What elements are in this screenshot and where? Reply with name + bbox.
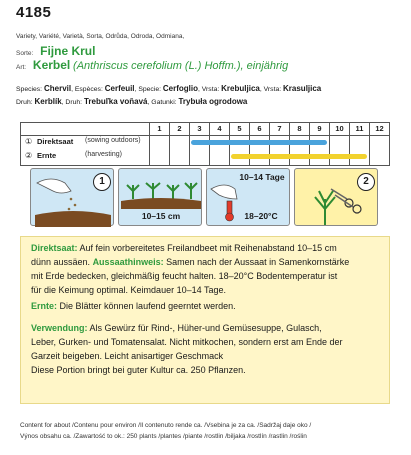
- instructions-box: [20, 236, 390, 404]
- calendar-month-9: 9: [309, 123, 329, 135]
- picto-spacing: [118, 168, 202, 226]
- calendar-month-5: 5: [229, 123, 249, 135]
- calendar-month-8: 8: [289, 123, 309, 135]
- latin-name: (Anthriscus cerefolium (L.) Hoffm.), einjährig: [73, 60, 289, 72]
- verwendung-text-3: Garzeit beigeben. Leicht anisartiger Geschmack: [31, 351, 224, 361]
- aussaat-text-1: Samen nach der Aussaat in Samenkornstärke: [163, 257, 350, 267]
- sowing-sub: (sowing outdoors): [85, 137, 141, 144]
- step-2-badge: 2: [357, 173, 375, 191]
- calendar-month-10: 10: [329, 123, 349, 135]
- footer-line-1: Content for about /Contenu pour environ /Il contenuto rende ca. /Vsebina je za ca. /Sadržaj daje oko /: [20, 422, 312, 429]
- art-row: [16, 58, 288, 72]
- calendar-gridline: [349, 135, 350, 165]
- calendar-gridline: [149, 135, 150, 165]
- variety-labels: Variety, Variété, Varietà, Sorta, Odrůda, Odroda, Odmiana,: [16, 33, 185, 40]
- direktsaat-paragraph: [31, 241, 381, 297]
- direktsaat-text-2: dünn aussäen.: [31, 257, 93, 267]
- aussaat-text-3: für die Keimung optimal. Keimdauer 10–14 Tage.: [31, 285, 226, 295]
- calendar-gridline: [169, 135, 170, 165]
- picto-germination: [206, 168, 290, 226]
- calendar-month-7: 7: [269, 123, 289, 135]
- species-label-3: Vrsta:: [201, 86, 220, 93]
- footer-line-2: Výnos obsahu ca. /Zawartość to ok.: 250 plants /plantes /piante /rostlin /biljaka /rostlín /rastlin /roślin: [20, 433, 307, 440]
- verwendung-text-2: Leber, Gurken- und Tomatensalat. Nicht mitkochen, sondern erst am Ende der: [31, 337, 343, 347]
- direktsaat-key: Direktsaat:: [31, 243, 78, 253]
- species-label-1: Espèces:: [74, 86, 103, 93]
- species-value-2: Cerfoglio: [162, 84, 198, 93]
- aussaat-text-2: mit Erde bedecken, gleichmäßig feucht halten. 18–20°C Bodentemperatur ist: [31, 271, 338, 281]
- harvest-sub: (harvesting): [85, 151, 122, 158]
- sorte-row: [16, 44, 95, 58]
- sowing-label: Direktsaat: [37, 137, 74, 146]
- calendar-header: [21, 123, 389, 136]
- druh-value-0: Kerblík: [34, 97, 62, 106]
- variety-name: Fijne Krul: [40, 44, 96, 58]
- temperature-label: 18–20°C: [244, 211, 278, 221]
- verwendung-text-1: Als Gewürz für Rind-, Hüher-und Gemüsesuppe, Gulasch,: [87, 323, 322, 333]
- druh-label-2: Gatunki:: [151, 99, 177, 106]
- species-value-1: Cerfeuil: [104, 84, 135, 93]
- druh-value-1: Trebuľka voňavá: [83, 97, 148, 106]
- calendar-month-6: 6: [249, 123, 269, 135]
- aussaat-key: Aussaathinweis:: [92, 257, 164, 267]
- species-name: Kerbel: [32, 58, 71, 72]
- sowing-period-bar: [191, 140, 327, 145]
- species-label-2: Specie:: [138, 86, 161, 93]
- calendar-month-11: 11: [349, 123, 369, 135]
- species-value-4: Krasuljica: [283, 84, 322, 93]
- harvest-period-bar: [231, 154, 367, 159]
- picto-harvest: [294, 168, 378, 226]
- calendar-gridline: [189, 135, 190, 165]
- species-value-3: Krebuljica: [221, 84, 260, 93]
- calendar-gridline: [369, 135, 370, 165]
- calendar-month-2: 2: [169, 123, 189, 135]
- calendar-month-3: 3: [189, 123, 209, 135]
- calendar-month-12: 12: [369, 123, 389, 135]
- species-translations: Species: Chervil, Espèces: Cerfeuil, Specie: Cerfoglio, Vrsta: Krebuljica, Vrsta: Krasuljica: [16, 84, 322, 93]
- product-code: 4185: [16, 4, 52, 21]
- species-label-4: Vrsta:: [263, 86, 282, 93]
- step-1-badge: 1: [93, 173, 111, 191]
- sorte-label: Sorte:: [16, 50, 34, 57]
- picto-sowing: [30, 168, 114, 226]
- calendar-gridline: [329, 135, 330, 165]
- ernte-key: Ernte:: [31, 301, 58, 311]
- druh-label-1: Druh:: [65, 99, 83, 106]
- calendar-month-1: 1: [149, 123, 169, 135]
- druh-value-2: Trybuła ogrodowa: [178, 97, 248, 106]
- verwendung-paragraph: [31, 321, 381, 377]
- ernte-paragraph: [31, 299, 381, 313]
- calendar-month-4: 4: [209, 123, 229, 135]
- harvest-marker: ②: [25, 151, 33, 160]
- harvest-label: Ernte: [37, 151, 57, 160]
- art-label: Art:: [16, 64, 27, 71]
- species-label-0: Species:: [16, 86, 43, 93]
- druh-translations: Druh: Kerblík, Druh: Trebuľka voňavá, Gatunki: Trybuła ogrodowa: [16, 97, 248, 106]
- days-label: 10–14 Tage: [239, 172, 285, 182]
- druh-label-0: Druh:: [16, 99, 33, 106]
- sowing-calendar: [20, 122, 390, 166]
- verwendung-key: Verwendung:: [31, 323, 88, 333]
- sowing-marker: ①: [25, 137, 33, 146]
- species-value-0: Chervil: [43, 84, 72, 93]
- portion-text: Diese Portion bringt bei guter Kultur ca. 250 Pflanzen.: [31, 365, 246, 375]
- ernte-text: Die Blätter können laufend geerntet werden.: [57, 301, 236, 311]
- spacing-label: 10–15 cm: [141, 211, 181, 221]
- direktsaat-text-1: Auf fein vorbereitetes Freilandbeet mit Reihenabstand 10–15 cm: [77, 243, 337, 253]
